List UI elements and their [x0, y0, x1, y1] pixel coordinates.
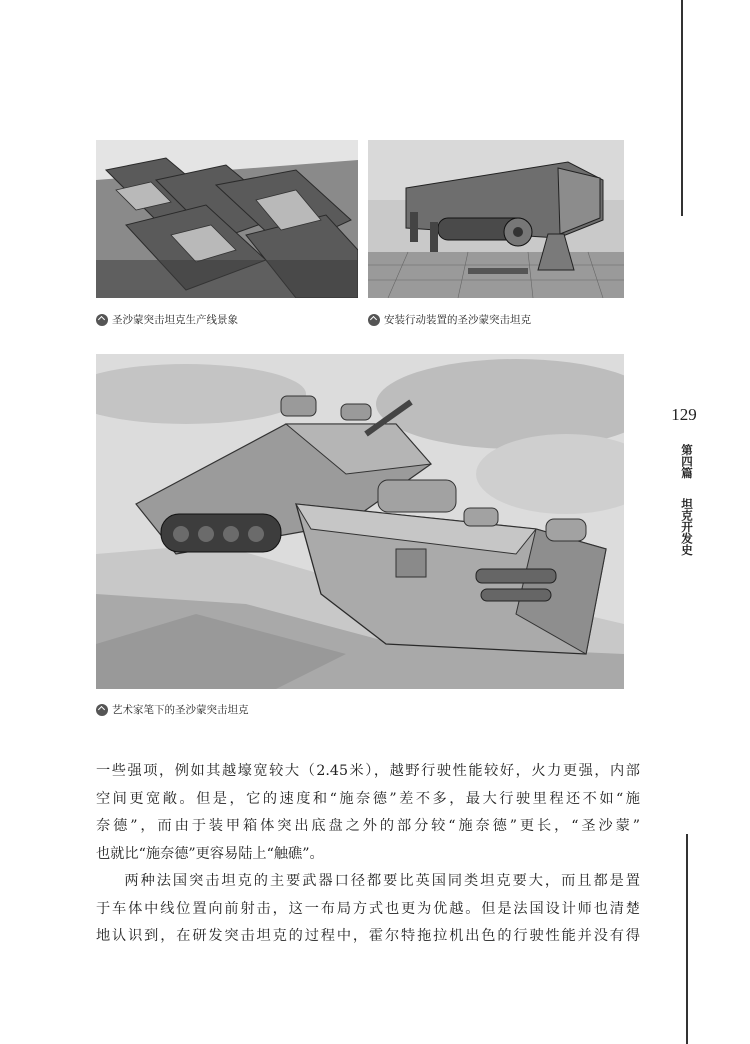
caption-text: 艺术家笔下的圣沙蒙突击坦克: [112, 704, 249, 716]
body-line: 一些强项，例如其越壕宽较大（2.45米），越野行驶性能较好，火力更强，内部: [96, 763, 640, 779]
margin-rule-top: [681, 0, 683, 216]
caption-chevron-icon: [96, 704, 108, 716]
caption-photo-2: [368, 312, 531, 327]
caption-text: 圣沙蒙突击坦克生产线景象: [112, 314, 238, 326]
caption-text: 安装行动装置的圣沙蒙突击坦克: [384, 314, 531, 326]
body-line: 两种法国突击坦克的主要武器口径都要比英国同类坦克要大，而且都是置: [124, 873, 640, 889]
illustration-saint-chamond-tanks: [96, 354, 624, 689]
section-label: 坦克开发史: [680, 498, 694, 556]
caption-photo-3: [96, 702, 249, 717]
part-label: 第四篇: [680, 444, 694, 479]
caption-chevron-icon: [96, 314, 108, 326]
body-text: [96, 758, 640, 951]
caption-chevron-icon: [368, 314, 380, 326]
photo-production-line: [96, 140, 358, 298]
body-line: 于车体中线位置向前射击，这一布局方式也更为优越。但是法国设计师也清楚: [96, 900, 640, 917]
caption-photo-1: [96, 312, 238, 327]
body-line: 奈德”，而由于装甲箱体突出底盘之外的部分较“施奈德”更长，“圣沙蒙”: [96, 818, 640, 834]
page-number: 129: [671, 405, 697, 424]
margin-rule-bottom: [686, 834, 688, 1044]
body-line: 也就比“施奈德”更容易陆上“触礁”。: [96, 845, 324, 862]
body-line: 空间更宽敞。但是，它的速度和“施奈德”差不多，最大行驶里程还不如“施: [96, 790, 640, 807]
body-line: 地认识到，在研发突击坦克的过程中，霍尔特拖拉机出色的行驶性能并没有得: [96, 928, 640, 944]
photo-running-gear-assembly: [368, 140, 624, 298]
